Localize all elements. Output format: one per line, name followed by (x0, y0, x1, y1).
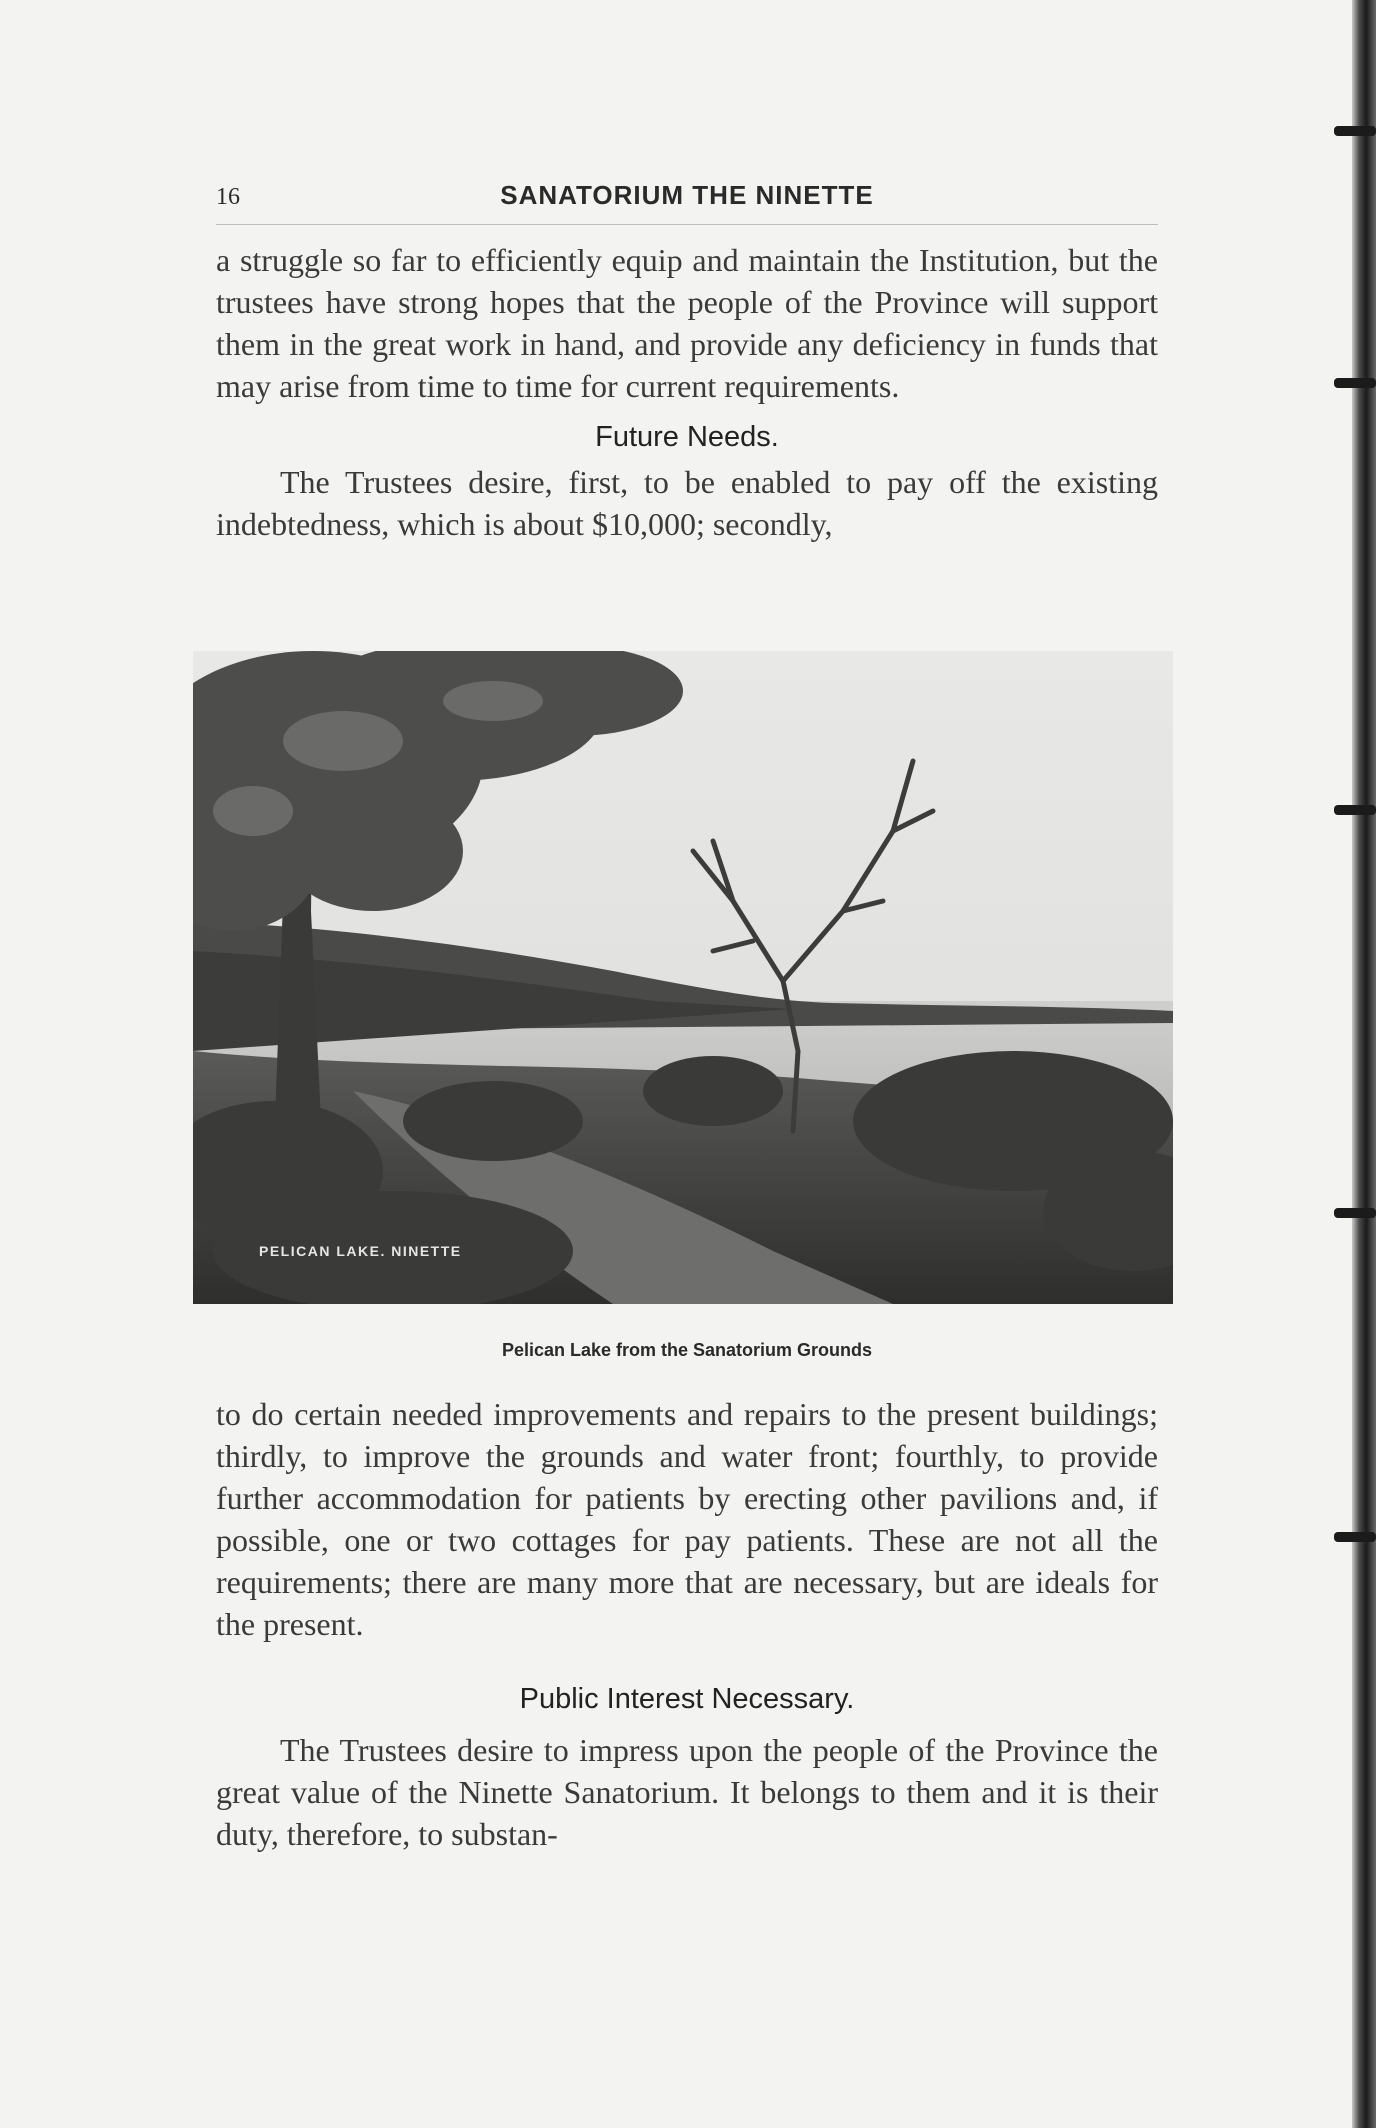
binding-ring (1334, 1532, 1376, 1542)
photo-inscription: PELICAN LAKE. NINETTE (259, 1243, 462, 1259)
heading-public-interest: Public Interest Necessary. (519, 1683, 855, 1715)
photo-pelican-lake (193, 651, 1173, 1304)
paragraph-future-needs: The Trustees desire, first, to be enabled to pay off the existing indebtedness, which is about $10,000; secondly, (216, 464, 1158, 542)
page-content (216, 180, 1158, 545)
page-content-lower (216, 1393, 1158, 1855)
page-header (216, 180, 1158, 225)
lake-scene-image (193, 651, 1173, 1304)
photo-caption: Pelican Lake from the Sanatorium Grounds (501, 1340, 873, 1360)
binding-ring (1334, 1208, 1376, 1218)
heading-future-needs: Future Needs. (595, 421, 779, 453)
page-number: 16 (216, 184, 240, 210)
binding-ring (1334, 126, 1376, 136)
running-head: SANATORIUM THE NINETTE (500, 180, 874, 210)
spiral-binding (1352, 0, 1376, 2128)
paragraph-continued-improvements: to do certain needed improvements and repairs to the present buildings; thirdly, to improve the grounds and water front; fourthly, to provide further accommodation for patients by erecting other pavilions and, if possible, one or two cottages for pay patients. These are not all the requirements; there are many more that are necessary, but are ideals for the present. (216, 1396, 1158, 1642)
paragraph-continued-top: a struggle so far to efficiently equip and maintain the Institution, but the trustees have strong hopes that the people of the Province will support them in the great work in hand, and provide any deficiency in funds that may arise from time to time for current requirements. (216, 242, 1158, 404)
paragraph-public-interest: The Trustees desire to impress upon the people of the Province the great value of the Ninette Sanatorium. It belongs to them and it is their duty, therefore, to substan- (216, 1732, 1158, 1852)
binding-ring (1334, 805, 1376, 815)
binding-ring (1334, 378, 1376, 388)
